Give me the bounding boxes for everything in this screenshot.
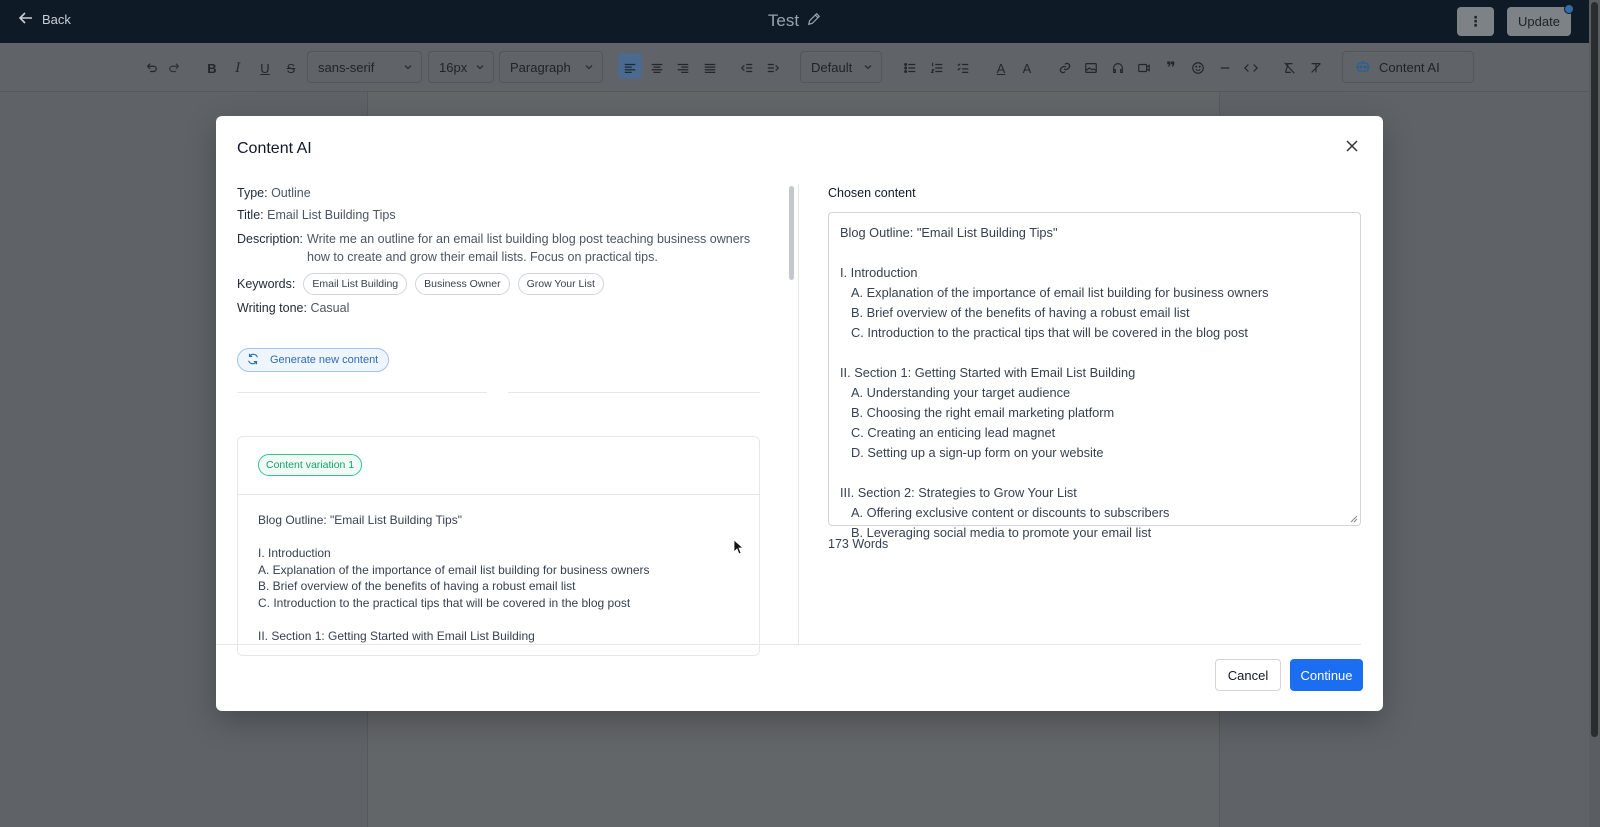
chosen-content-textarea[interactable] (828, 212, 1361, 540)
chosen-content-line: A. Understanding your target audience (851, 385, 1071, 400)
font-size-value: 16px (439, 59, 468, 75)
title-value: Email List Building Tips (267, 208, 396, 222)
keywords-row (237, 273, 760, 295)
tone-label: Writing tone: (237, 301, 307, 315)
highlight-color-icon[interactable]: A (1022, 60, 1032, 76)
chosen-content-line: III. Section 2: Strategies to Grow Your List (840, 485, 1077, 500)
refresh-icon (246, 352, 260, 369)
kebab-icon: ⋮ (1468, 13, 1483, 29)
tone-row (237, 301, 760, 316)
chosen-content-line: B. Brief overview of the benefits of having a robust email list (851, 305, 1190, 320)
link-icon[interactable] (1056, 59, 1074, 77)
update-button[interactable]: Update (1507, 7, 1571, 36)
bullet-list-icon[interactable] (901, 59, 919, 77)
chosen-content-line: C. Creating an enticing lead magnet (851, 425, 1056, 440)
font-size-select[interactable] (428, 51, 494, 83)
chosen-content-line: B. Leveraging social media to promote your email list (851, 525, 1152, 540)
redo-icon[interactable] (166, 59, 184, 77)
variation-body (238, 495, 759, 661)
line-height-select[interactable] (800, 51, 882, 83)
top-bar (0, 0, 1589, 43)
word-count: 173 Words (828, 537, 889, 551)
content-ai-button[interactable] (1342, 51, 1474, 83)
chosen-content-pane (828, 186, 1361, 551)
generate-new-content-button[interactable] (237, 348, 389, 372)
chosen-content-line: D. Setting up a sign-up form on your website (851, 445, 1104, 460)
variation-header (238, 437, 759, 495)
align-right-icon[interactable] (674, 59, 692, 77)
chosen-content-line: II. Section 1: Getting Started with Email List Building (840, 365, 1136, 380)
keyword-chip: Business Owner (415, 273, 509, 295)
code-icon[interactable] (1242, 59, 1260, 77)
content-variation-card[interactable] (237, 436, 760, 656)
description-value: Write me an outline for an email list building blog post teaching business owners how to create and grow their email lists. Focus on practical tips. (307, 232, 751, 264)
align-justify-icon[interactable] (701, 59, 719, 77)
more-options-button[interactable] (1457, 7, 1494, 36)
cancel-button[interactable]: Cancel (1215, 659, 1281, 691)
chosen-content-line: C. Introduction to the practical tips that will be covered in the blog post (851, 325, 1248, 340)
horizontal-rule-icon[interactable] (1216, 59, 1234, 77)
chevron-down-icon (403, 62, 413, 72)
blockquote-icon[interactable]: ❞ (1166, 60, 1176, 77)
pencil-icon[interactable] (807, 11, 821, 31)
chosen-content-line: B. Choosing the right email marketing platform (851, 405, 1115, 420)
type-value: Outline (271, 186, 311, 200)
keyword-chip: Grow Your List (518, 273, 604, 295)
line-height-value: Default (811, 59, 853, 75)
undo-icon[interactable] (142, 59, 160, 77)
chosen-content-line: A. Explanation of the importance of email list building for business owners (851, 285, 1269, 300)
keywords-label: Keywords: (237, 277, 296, 291)
chosen-content-line (840, 343, 1349, 363)
mouse-cursor-icon (733, 539, 745, 555)
image-icon[interactable] (1082, 59, 1100, 77)
continue-button[interactable]: Continue (1290, 659, 1363, 691)
tab-underline (508, 392, 760, 393)
numbered-list-icon[interactable] (928, 59, 946, 77)
variation-line: A. Explanation of the importance of email list building for business owners (258, 562, 650, 577)
block-type-select[interactable] (499, 51, 603, 83)
outdent-icon[interactable] (738, 59, 756, 77)
notification-dot (1564, 4, 1574, 14)
left-pane-scrollbar[interactable] (787, 184, 797, 646)
video-icon[interactable] (1135, 59, 1153, 77)
indent-icon[interactable] (764, 59, 782, 77)
description-label: Description: (237, 232, 303, 246)
underline-icon[interactable]: U (260, 60, 270, 76)
resize-grip-icon[interactable] (1350, 515, 1358, 523)
remove-format-icon[interactable] (1307, 59, 1325, 77)
description-row (237, 230, 760, 266)
bold-icon[interactable]: B (207, 60, 217, 76)
left-pane-scrollbar-thumb[interactable] (789, 186, 794, 280)
font-family-select[interactable] (307, 51, 422, 83)
checklist-icon[interactable] (954, 59, 972, 77)
keyword-chip: Email List Building (303, 273, 407, 295)
emoji-icon[interactable] (1189, 59, 1207, 77)
document-title-text: Test (767, 11, 800, 30)
align-center-icon[interactable] (648, 59, 666, 77)
type-row (237, 186, 760, 201)
tone-value: Casual (310, 301, 350, 315)
chosen-content-line: A. Offering exclusive content or discounts to subscribers (851, 505, 1170, 520)
align-left-icon[interactable] (621, 59, 639, 77)
variation-line: I. Introduction (258, 546, 331, 560)
font-family-value: sans-serif (318, 59, 375, 75)
document-title[interactable] (0, 11, 1589, 31)
content-ai-modal (216, 116, 1383, 711)
variation-line (258, 611, 739, 628)
italic-icon[interactable]: I (235, 60, 241, 76)
page-scrollbar-thumb[interactable] (1591, 2, 1598, 737)
back-label: Back (42, 12, 71, 27)
chevron-down-icon (863, 62, 873, 72)
title-label: Title: (237, 208, 264, 222)
title-row (237, 208, 760, 223)
chevron-down-icon (475, 62, 485, 72)
content-settings-pane (237, 186, 760, 646)
variation-line: II. Section 1: Getting Started with Email List Building (258, 628, 535, 643)
pane-divider (798, 184, 799, 646)
chosen-content-line (840, 243, 1349, 263)
chosen-content-line (840, 463, 1349, 483)
close-icon[interactable] (1344, 138, 1362, 156)
text-color-icon[interactable]: A (996, 60, 1006, 76)
content-ai-label: Content AI (1379, 59, 1440, 75)
tab-underline (237, 392, 487, 393)
variation-line: B. Brief overview of the benefits of having a robust email list (258, 579, 576, 593)
chevron-down-icon (584, 62, 594, 72)
page-scrollbar[interactable] (1589, 0, 1600, 827)
variation-line: Blog Outline: "Email List Building Tips" (258, 513, 462, 527)
variation-line (258, 529, 739, 546)
chosen-content-line: I. Introduction (840, 265, 918, 280)
clear-format-icon[interactable] (1280, 59, 1298, 77)
robot-icon (1355, 58, 1371, 77)
variation-badge: Content variation 1 (258, 454, 362, 476)
type-label: Type: (237, 186, 268, 200)
editor-toolbar (0, 43, 1589, 92)
chosen-content-line: Blog Outline: "Email List Building Tips" (840, 225, 1058, 240)
chosen-content-label: Chosen content (828, 186, 916, 200)
generate-label: Generate new content (270, 354, 379, 366)
footer-divider (216, 644, 1361, 645)
strikethrough-icon[interactable]: S (286, 60, 296, 76)
block-type-value: Paragraph (510, 59, 571, 75)
variation-line: C. Introduction to the practical tips that will be covered in the blog post (258, 595, 631, 610)
audio-icon[interactable] (1109, 59, 1127, 77)
modal-title: Content AI (237, 140, 312, 157)
